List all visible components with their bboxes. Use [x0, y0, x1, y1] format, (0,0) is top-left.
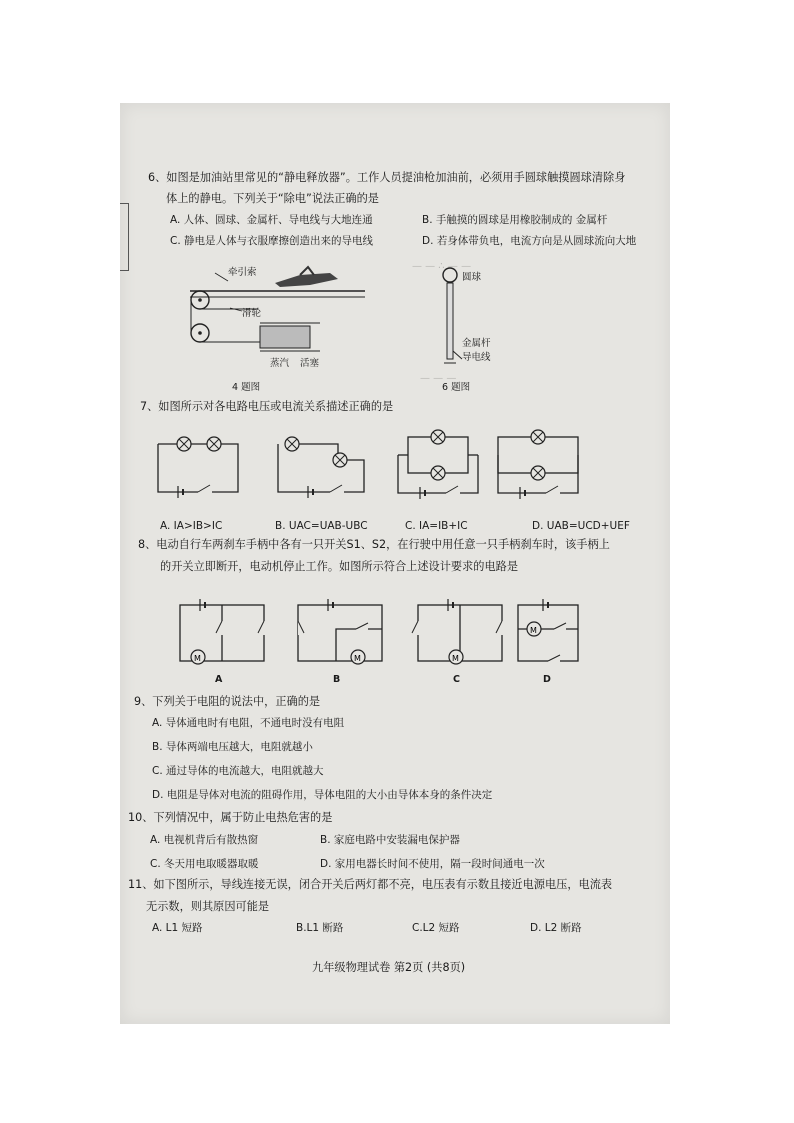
q10-option-a: A. 电视机背后有散热窗	[150, 834, 259, 846]
svg-text:M: M	[530, 626, 537, 635]
q9-stem: 9、下列关于电阻的说法中，正确的是	[134, 695, 321, 708]
q7-option-d: D. UAB=UCD+UEF	[532, 520, 630, 532]
svg-text:M: M	[354, 654, 361, 663]
q10-option-b: B. 家庭电路中安装漏电保护器	[320, 834, 460, 846]
q8-circuit-a	[180, 599, 270, 669]
fig6-label-wire: 导电线	[462, 352, 491, 363]
q9-option-a: A. 导体通电时有电阻，不通电时没有电阻	[152, 717, 345, 729]
q7-circuit-d	[498, 425, 588, 497]
q8-stem-line2: 的开关立即断开，电动机停止工作。如图所示符合上述设计要求的电路是	[160, 560, 519, 573]
q7-option-c: C. IA=IB+IC	[405, 520, 468, 532]
svg-text:M: M	[194, 654, 201, 663]
q11-stem-line1: 11、如下图所示，导线连接无误，闭合开关后两灯都不亮，电压表有示数且接近电源电压，电流表	[128, 878, 613, 891]
q6-stem-line2: 体上的静电。下列关于“除电”说法正确的是	[166, 192, 379, 205]
q9-option-b: B. 导体两端电压越大，电阻就越小	[152, 741, 313, 753]
q11-option-c: C.L2 短路	[412, 922, 460, 934]
q8-circuit-c	[418, 599, 508, 669]
q6-option-d: D. 若身体带负电，电流方向是从圆球流向大地	[422, 235, 637, 247]
q6-option-c: C. 静电是人体与衣服摩擦创造出来的导电线	[170, 235, 374, 247]
q7-option-b: B. UAC=UAB-UBC	[275, 520, 368, 532]
q10-stem: 10、下列情况中，属于防止电热危害的是	[128, 811, 333, 824]
q10-option-d: D. 家用电器长时间不使用，隔一段时间通电一次	[320, 858, 545, 870]
q8-label-a: A	[215, 674, 223, 685]
q11-option-b: B.L1 断路	[296, 922, 344, 934]
q8-circuit-b	[298, 599, 388, 669]
q6-option-a: A. 人体、圆球、金属杆、导电线与大地连通	[170, 214, 373, 226]
q9-option-c: C. 通过导体的电流越大，电阻就越大	[152, 765, 324, 777]
q8-stem-line1: 8、电动自行车两刹车手柄中各有一只开关S1、S2，在行驶中用任意一只手柄刹车时，该手柄上	[138, 538, 610, 551]
page-footer: 九年级物理试卷 第2页 (共8页)	[312, 961, 466, 974]
bleed-through-text: — — —	[420, 373, 457, 384]
fig6-caption: 6 题图	[442, 382, 471, 393]
q11-option-d: D. L2 断路	[530, 922, 582, 934]
q7-circuit-a	[158, 430, 248, 496]
fig6-label-rod: 金属杆	[462, 338, 491, 349]
exam-page	[120, 103, 670, 1024]
q6-option-b: B. 手触摸的圆球是用橡胶制成的 金属杆	[422, 214, 608, 226]
fig4-label-steam: 蒸汽	[270, 358, 290, 369]
q8-label-c: C	[453, 674, 460, 685]
q7-stem: 7、如图所示对各电路电压或电流关系描述正确的是	[140, 400, 394, 413]
svg-text:M: M	[452, 654, 459, 663]
fig6-label-ball: 圆球	[462, 272, 482, 283]
fig4-caption: 4 题图	[232, 382, 261, 393]
q10-option-c: C. 冬天用电取暖器取暖	[150, 858, 259, 870]
margin-box	[120, 203, 129, 271]
q8-label-b: B	[333, 674, 341, 685]
q8-label-d: D	[543, 674, 551, 685]
q8-circuit-d	[518, 599, 608, 669]
q6-stem-line1: 6、如图是加油站里常见的“静电释放器”。工作人员提油枪加油前，必须用手圆球触摸圆球清除身	[148, 171, 626, 184]
fig4-label-rope: 牵引索	[228, 267, 257, 278]
fig4-label-pulley: 滑轮	[242, 308, 262, 319]
q9-option-d: D. 电阻是导体对电流的阻碍作用，导体电阻的大小由导体本身的条件决定	[152, 789, 493, 801]
fig4-label-piston: 活塞	[300, 358, 320, 369]
bleed-through-text: — — ∴ — —	[412, 261, 472, 272]
q11-stem-line2: 无示数，则其原因可能是	[146, 900, 270, 913]
q7-circuit-c	[398, 425, 488, 497]
q7-circuit-b	[278, 430, 378, 496]
q7-option-a: A. IA>IB>IC	[160, 520, 223, 532]
q11-option-a: A. L1 短路	[152, 922, 203, 934]
